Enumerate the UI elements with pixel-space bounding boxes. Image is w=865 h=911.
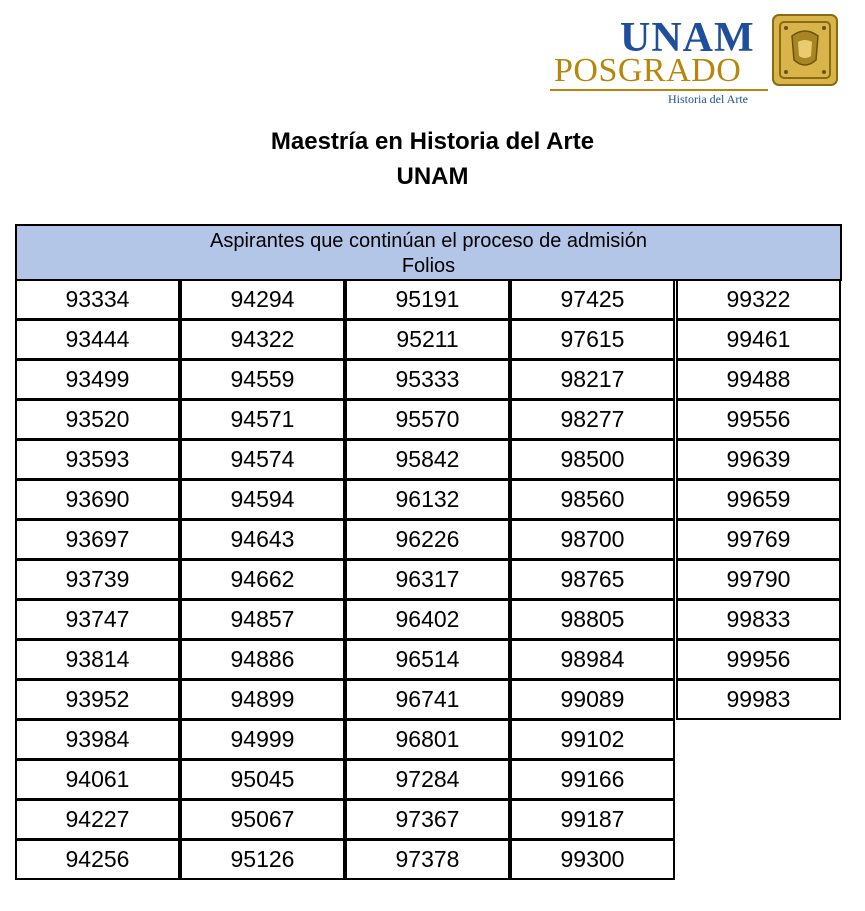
folio-cell: 94559 — [180, 359, 345, 400]
folio-cell: 97615 — [510, 319, 675, 360]
folio-cell: 97367 — [345, 799, 510, 840]
folio-cell: 93690 — [15, 479, 180, 520]
page-subtitle: UNAM — [396, 163, 469, 190]
folio-cell: 94571 — [180, 399, 345, 440]
folio-cell: 98217 — [510, 359, 675, 400]
folio-cell: 96801 — [345, 719, 510, 760]
folio-column — [676, 281, 841, 720]
logo-subtitle: Historia del Arte — [668, 92, 748, 106]
folio-cell: 99187 — [510, 799, 675, 840]
folio-cell: 93593 — [15, 439, 180, 480]
folio-cell: 93984 — [15, 719, 180, 760]
folio-cell: 98805 — [510, 599, 675, 640]
folio-cell: 94662 — [180, 559, 345, 600]
folio-cell: 94594 — [180, 479, 345, 520]
unam-posgrado-logo — [548, 10, 848, 110]
folio-cell: 99983 — [676, 679, 841, 720]
folio-cell: 96402 — [345, 599, 510, 640]
folio-cell: 99956 — [676, 639, 841, 680]
folio-cell: 94574 — [180, 439, 345, 480]
folio-cell: 94227 — [15, 799, 180, 840]
folio-cell: 99659 — [676, 479, 841, 520]
folio-cell: 98500 — [510, 439, 675, 480]
page-title: Maestría en Historia del Arte — [270, 128, 595, 155]
folio-column — [345, 281, 510, 880]
folio-cell: 96132 — [345, 479, 510, 520]
folio-cell: 99322 — [676, 279, 841, 320]
folio-cell: 98700 — [510, 519, 675, 560]
folio-cell: 99166 — [510, 759, 675, 800]
folio-cell: 94256 — [15, 839, 180, 880]
folios-grid — [15, 281, 842, 893]
folio-cell: 93334 — [15, 279, 180, 320]
folio-cell: 96741 — [345, 679, 510, 720]
folio-cell: 93499 — [15, 359, 180, 400]
logo-rule — [550, 89, 768, 91]
folio-cell: 94322 — [180, 319, 345, 360]
folio-cell: 94857 — [180, 599, 345, 640]
folio-cell: 99102 — [510, 719, 675, 760]
folio-cell: 93739 — [15, 559, 180, 600]
folio-cell: 96226 — [345, 519, 510, 560]
folio-cell: 99300 — [510, 839, 675, 880]
folio-cell: 93520 — [15, 399, 180, 440]
folio-cell: 99556 — [676, 399, 841, 440]
folio-cell: 99488 — [676, 359, 841, 400]
folio-cell: 99639 — [676, 439, 841, 480]
folio-column — [510, 281, 675, 880]
folio-cell: 94886 — [180, 639, 345, 680]
folio-cell: 94899 — [180, 679, 345, 720]
folio-cell: 95333 — [345, 359, 510, 400]
folio-cell: 99089 — [510, 679, 675, 720]
folio-cell: 95067 — [180, 799, 345, 840]
folio-cell: 98765 — [510, 559, 675, 600]
folio-cell: 97378 — [345, 839, 510, 880]
folio-cell: 93747 — [15, 599, 180, 640]
folio-cell: 94643 — [180, 519, 345, 560]
folio-cell: 94061 — [15, 759, 180, 800]
folio-cell: 98560 — [510, 479, 675, 520]
folio-cell: 99769 — [676, 519, 841, 560]
folio-cell: 99833 — [676, 599, 841, 640]
folio-cell: 93952 — [15, 679, 180, 720]
table-header-title: Aspirantes que continúan el proceso de admisión — [210, 230, 647, 252]
folio-cell: 99461 — [676, 319, 841, 360]
folio-cell: 93444 — [15, 319, 180, 360]
folios-table — [15, 224, 842, 893]
folio-cell: 97284 — [345, 759, 510, 800]
folio-cell: 96514 — [345, 639, 510, 680]
folio-cell: 95570 — [345, 399, 510, 440]
folio-cell: 95211 — [345, 319, 510, 360]
folio-cell: 97425 — [510, 279, 675, 320]
folio-cell: 95126 — [180, 839, 345, 880]
logo-posgrado-text: POSGRADO — [554, 52, 742, 89]
table-header — [15, 224, 842, 281]
folio-cell: 93697 — [15, 519, 180, 560]
folio-cell: 95191 — [345, 279, 510, 320]
folio-cell: 93814 — [15, 639, 180, 680]
folio-cell: 99790 — [676, 559, 841, 600]
folio-cell: 95842 — [345, 439, 510, 480]
logo-unam-text: UNAM — [620, 15, 755, 61]
folio-cell: 94294 — [180, 279, 345, 320]
folio-column — [180, 281, 345, 880]
folio-cell: 98984 — [510, 639, 675, 680]
table-header-folios: Folios — [401, 255, 456, 277]
folio-column — [15, 281, 180, 880]
folio-cell: 94999 — [180, 719, 345, 760]
unam-seal-icon — [772, 14, 838, 86]
folio-cell: 95045 — [180, 759, 345, 800]
folio-cell: 98277 — [510, 399, 675, 440]
folio-cell: 96317 — [345, 559, 510, 600]
